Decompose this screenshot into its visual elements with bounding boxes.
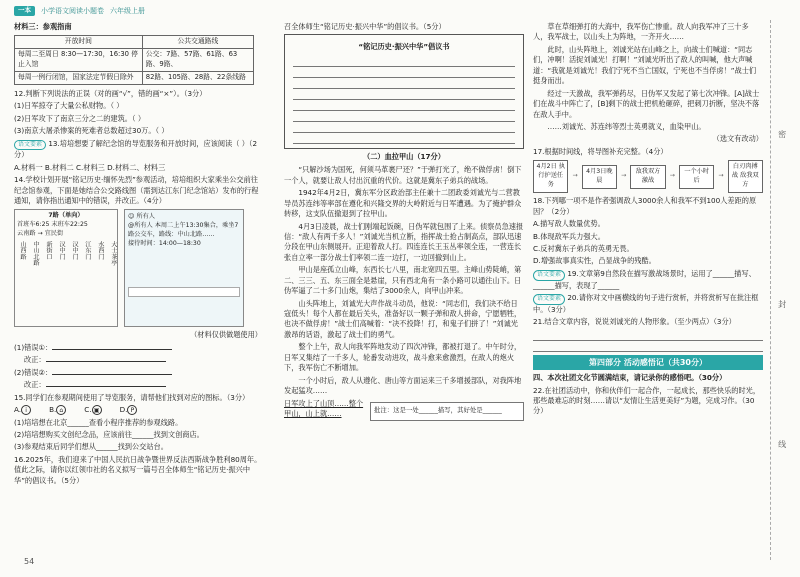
bus-stop: 山西路 <box>18 241 26 260</box>
table-cell: 每周一例行闭馆，国家法定节假日除外 <box>15 71 143 84</box>
chat-message: @所有人 本周二上午13:30集合，乘坐7路公交车，路线：中山北路…… <box>128 222 239 239</box>
answer-blank[interactable] <box>52 343 172 350</box>
bus-notice <box>14 209 262 327</box>
q12-item: (1)日军掠夺了大量公私财物。（ ） <box>14 101 124 111</box>
q20-text: 20.请你对文中画横线的句子进行赏析，并将赏析写在批注框中。（3分） <box>533 292 759 314</box>
skill-badge: 语文要素 <box>533 270 565 281</box>
flow-step: 敌我双方激战 <box>630 165 665 189</box>
seal-word: 线 <box>777 440 787 448</box>
avatar: ☺ <box>128 213 135 221</box>
question-19 <box>533 269 763 291</box>
question-14: 14.学校计划开展“铭记历史·缅怀先烈”参观活动，培培组织大家乘坐公交前往纪念馆参观，下面是她结合公交路线图（需到达江东门纪念馆站）发布的行程通知，请你指出通知中的错误，并改正。（4分） <box>14 175 259 205</box>
column-left <box>14 22 262 488</box>
question-16: 16.2025年，我们迎来了中国人民抗日战争暨世界反法西斯战争胜利80周年。值此之际，请你以红领巾社的名义拟写一篇号召全体师生“铭记历史·振兴中华”的倡议书。（5分） <box>14 454 262 485</box>
q15-item: (2)培培想购买文创纪念品，应该前往______找到文创商店。 <box>14 429 204 439</box>
answer-blank[interactable] <box>52 368 172 375</box>
part4-heading: 第四部分 活动感悟记（共30分） <box>533 355 763 371</box>
paragraph: ……刘诚光、苏连纬等烈士英勇就义，血染甲山。 <box>547 121 706 131</box>
skill-badge: 语文要素 <box>533 294 565 305</box>
fix-2 <box>14 380 262 390</box>
option-c <box>84 405 101 415</box>
q18-option: B.体现敌军兵力强大。 <box>533 231 605 241</box>
table-cell: 公交：7路、57路、61路、63路、9路、 <box>142 49 253 72</box>
part4-subtitle: 四、本次社团文化节圆满结束，请记录你的感悟吧。（30分） <box>533 373 727 383</box>
writing-line[interactable] <box>293 100 515 111</box>
bus-route-map <box>14 209 118 327</box>
fix-2-label: 改正： <box>24 380 46 390</box>
table-cell: 82路、105路、28路、22条线路 <box>142 71 253 84</box>
answer-blank[interactable] <box>46 355 166 362</box>
error-2-label: (2)错误②： <box>14 367 53 377</box>
bus-stop: 水西门 <box>96 241 104 260</box>
q19-text: 19.文章第9自然段在描写激战场景时，运用了______描写、______描写，表现了______ <box>533 268 756 290</box>
q18-option: C.反衬冀东子弟兵的英勇无畏。 <box>533 243 634 253</box>
grade-label: 六年级上册 <box>110 7 145 15</box>
material3-title: 材料三：参观指南 <box>14 22 72 31</box>
arrow-icon: → <box>718 172 724 180</box>
q18-option: D.增强故事真实性，凸显战争的残酷。 <box>533 256 656 266</box>
timeline-flow <box>533 160 763 193</box>
option-letter: B. <box>49 405 57 415</box>
q13-text: 13.培培想要了解纪念馆的导览服务和开放时间，应该阅读（ ）（2分） <box>14 138 258 160</box>
writing-line[interactable] <box>293 111 515 122</box>
arrow-icon: → <box>669 172 675 180</box>
page-number: 54 <box>24 557 35 566</box>
table-header: 公共交通路线 <box>142 36 253 49</box>
proposal-box <box>284 34 524 148</box>
paragraph: 此时，山头阵地上，刘诚光站在山峰之上，向战士们喊道：“同志们，冲啊！活捉刘诚光！打啊！”刘诚光听出了敌人的叫喊，他大声喊道：“我就是刘诚光！我们宁死不当亡国奴，宁死也不当俘虏！”战士们挺身而出。 <box>533 44 757 86</box>
fix-1-label: 改正： <box>24 355 46 365</box>
column-middle <box>284 22 524 421</box>
series-logo: 一本 <box>14 6 35 15</box>
series-title: 小学语文阅读小题卷 <box>41 7 104 15</box>
annotation-area <box>284 399 524 422</box>
q12-item: (3)南京大屠杀惨案的死难者总数超过30万。（ ） <box>14 126 169 136</box>
writing-line[interactable] <box>293 122 515 133</box>
page-header <box>14 6 145 16</box>
option-a <box>14 405 31 415</box>
bus-route-title: 7路（单向） <box>48 212 84 220</box>
option-letter: D. <box>119 405 128 415</box>
paragraph: 经过一天激战，我军弹药尽，日伪军又发起了第七次冲锋。[A]战士们在战斗中阵亡了，[B]剩下的战士把机枪砸碎，把刺刀折断，坚决不落在敌人手中。 <box>533 88 760 119</box>
error-1-label: (1)错误①： <box>14 342 53 352</box>
paragraph: “只解沙场为国死，何须马革裹尸还？”于弹打光了，绝不做俘虏！倒下一个人，就要让敌人付出沉重的代价。这就是冀东子弟兵的战场。 <box>284 165 522 185</box>
q12-item: (2)日军攻下了南京三分之二的建筑。（ ） <box>14 113 146 123</box>
question-13 <box>14 139 262 161</box>
option-d <box>120 405 138 415</box>
bus-icon: ▣ <box>92 405 102 415</box>
info-icon: i <box>21 405 31 415</box>
answer-line[interactable] <box>533 330 763 341</box>
skill-badge: 语文要素 <box>14 140 46 151</box>
table-row <box>15 71 254 84</box>
paragraph: 整个上午，敌人向我军阵地发动了四次冲锋，都被打退了。中午时分，日军又集结了一千多人，轮番发动进攻，战斗愈来愈激烈，在敌人的炮火下，我军伤亡不断增加。 <box>284 342 522 373</box>
flow-step: 一个小时后 <box>679 165 714 189</box>
bus-stop: 新街口 <box>44 241 52 260</box>
bus-stop: 大士茶亭 <box>109 241 117 267</box>
parking-icon: P <box>127 405 137 415</box>
bus-stop: 江东门 <box>83 241 91 260</box>
q15-item: (3)参观结束后同学们想从______找到公交站台。 <box>14 442 168 452</box>
writing-line[interactable] <box>293 67 515 78</box>
flow-step: 白刃肉搏战 敌我双方 <box>728 160 763 193</box>
option-letter: A. <box>14 405 22 415</box>
annotation-box[interactable]: 批注：这是一处______描写，其好处是______ <box>370 402 524 422</box>
material-note: （材料仅供做题使用） <box>190 330 262 340</box>
chat-name: 所有人 <box>136 213 155 221</box>
bus-stop: 汉中门 <box>57 241 65 260</box>
chat-window <box>124 209 244 327</box>
icon-options <box>14 405 262 415</box>
table-cell: 每周二至周日 8:30—17:30，16:30 停止入馆 <box>15 49 143 72</box>
flow-step: 4月2日 执行护送任务 <box>533 160 568 193</box>
option-letter: C. <box>84 405 92 415</box>
table-row <box>15 49 254 72</box>
answer-blank[interactable] <box>46 380 166 387</box>
seal-word: 封 <box>777 300 787 308</box>
answer-line[interactable] <box>533 341 763 352</box>
chat-time: 接待时间：14:00—18:30 <box>128 240 201 248</box>
question-22: 22.在社团活动中，你和伙伴们一起合作，一起成长，那些快乐的时光，那些最难忘的时刻……请以“友情让生活更美好”为题，完成习作。（30分） <box>533 385 761 416</box>
chat-input[interactable] <box>128 287 240 297</box>
error-1 <box>14 343 262 353</box>
bus-stop: 汉中门 <box>70 241 78 260</box>
bus-direction: 云南路 → 宜民街 <box>17 230 64 238</box>
paragraph: 甲山是座孤立山峰，东西长七八里，南北宽四五里。主峰山势陡峭，第二、三三、五、东三面全是悬崖，只有西北角有一条小路可以通往山下。日伪军逼了二十多门山炮，集结了3000余人，向甲山冲来。 <box>284 265 522 296</box>
q16-continued: 召全体师生“铭记历史·振兴中华”的倡议书。（5分） <box>284 22 446 31</box>
question-18: 18.下列哪一项不是作者强调敌人3000余人和我军不到100人差距的原因？（2分） <box>533 196 757 216</box>
visit-guide-table <box>14 35 254 84</box>
paragraph: 4月3日凌晨，战士们刚端起饭碗，日伪军就包围了上来。侦察员急速报信：“敌人有两千多人！”刘诚光当机立断，指挥战士抢占制高点，部队迅速分段在甲山东侧展开。正迎着敌人打。四连连长王玉丛率领全连，一营连长张自立率一部分战士们率领二连一边打，一边回撤到山上。 <box>284 221 524 262</box>
question-15: 15.同学们在参观期间使用了导览服务，请帮他们找到对应的图标。（3分） <box>14 392 250 402</box>
stop-list <box>17 241 115 319</box>
writing-line[interactable] <box>293 78 515 89</box>
question-21: 21.结合文章内容，说说刘诚光的人物形象。（至少两点）（3分） <box>533 317 736 327</box>
question-20 <box>533 293 763 315</box>
fix-1 <box>14 355 262 365</box>
paragraph: 山头阵地上，刘诚光大声作战斗动员，他说：“同志们，我们决不给日寇低头！每个人都在最后关头，准备好以一颗子弹和敌人拼命，宁愿牺牲，也决不做俘虏！”战士们高喊着：“决不投降！打，和鬼子们拼了！”刘诚光激昂的话语，激起了战士们的勇气。 <box>284 298 522 339</box>
flow-step: 4月3日晚晨 <box>582 165 617 189</box>
paragraph: 一个小时后，敌人从遵化、唐山等方面运来三千多增援部队，对我阵地发起猛攻…… <box>284 375 522 396</box>
paragraph: 草在草细弹打的大海中，我军伤亡惨重。敌人向我军冲了三十多人，我军战士，以山头上为阵地，一齐开火…… <box>533 22 749 42</box>
error-2 <box>14 368 262 378</box>
writing-line[interactable] <box>293 133 515 144</box>
table-header: 开放时间 <box>15 36 143 49</box>
bus-times: 首班车6:25 末班车22:25 <box>17 221 88 229</box>
source-note: （选文有改动） <box>712 134 763 144</box>
section-title: （二）血拉甲山（17分） <box>363 151 445 161</box>
q15-item: (1)培培想在北京______查看小程序推荐的参观线路。 <box>14 417 183 427</box>
question-12: 12.判断下列说法的正误（对的画“√”，错的画“×”）。（3分） <box>14 88 207 98</box>
seal-word: 密 <box>777 130 787 138</box>
writing-line[interactable] <box>293 56 515 67</box>
option-b <box>49 405 66 415</box>
proposal-title: “铭记历史·振兴中华”倡议书 <box>358 42 450 52</box>
writing-line[interactable] <box>293 89 515 100</box>
q13-options: A.材料一 B.材料二 C.材料三 D.材料二、材料三 <box>14 162 166 172</box>
shop-icon: ⌂ <box>56 405 66 415</box>
arrow-icon: → <box>621 172 627 180</box>
excerpt: 日军攻上了山顶……整个甲山，山上就…… <box>284 398 364 418</box>
seal-cut-line <box>770 20 771 560</box>
bus-stop: 中山北路 <box>31 241 39 267</box>
question-17: 17.根据时间线，将导图补充完整。（4分） <box>533 146 668 156</box>
column-right <box>533 22 763 419</box>
paragraph: 1942年4月2日，冀东军分区政治部主任兼十二团政委刘诚光与二营教导员苏连纬等率部在遵化和兴隆交界的大岭附近与日军遭遇。为了掩护群众转移，这支队伍撤退到了拉甲山。 <box>284 188 522 219</box>
arrow-icon: → <box>572 172 578 180</box>
q18-option: A.描写敌人数量优势。 <box>533 219 605 229</box>
